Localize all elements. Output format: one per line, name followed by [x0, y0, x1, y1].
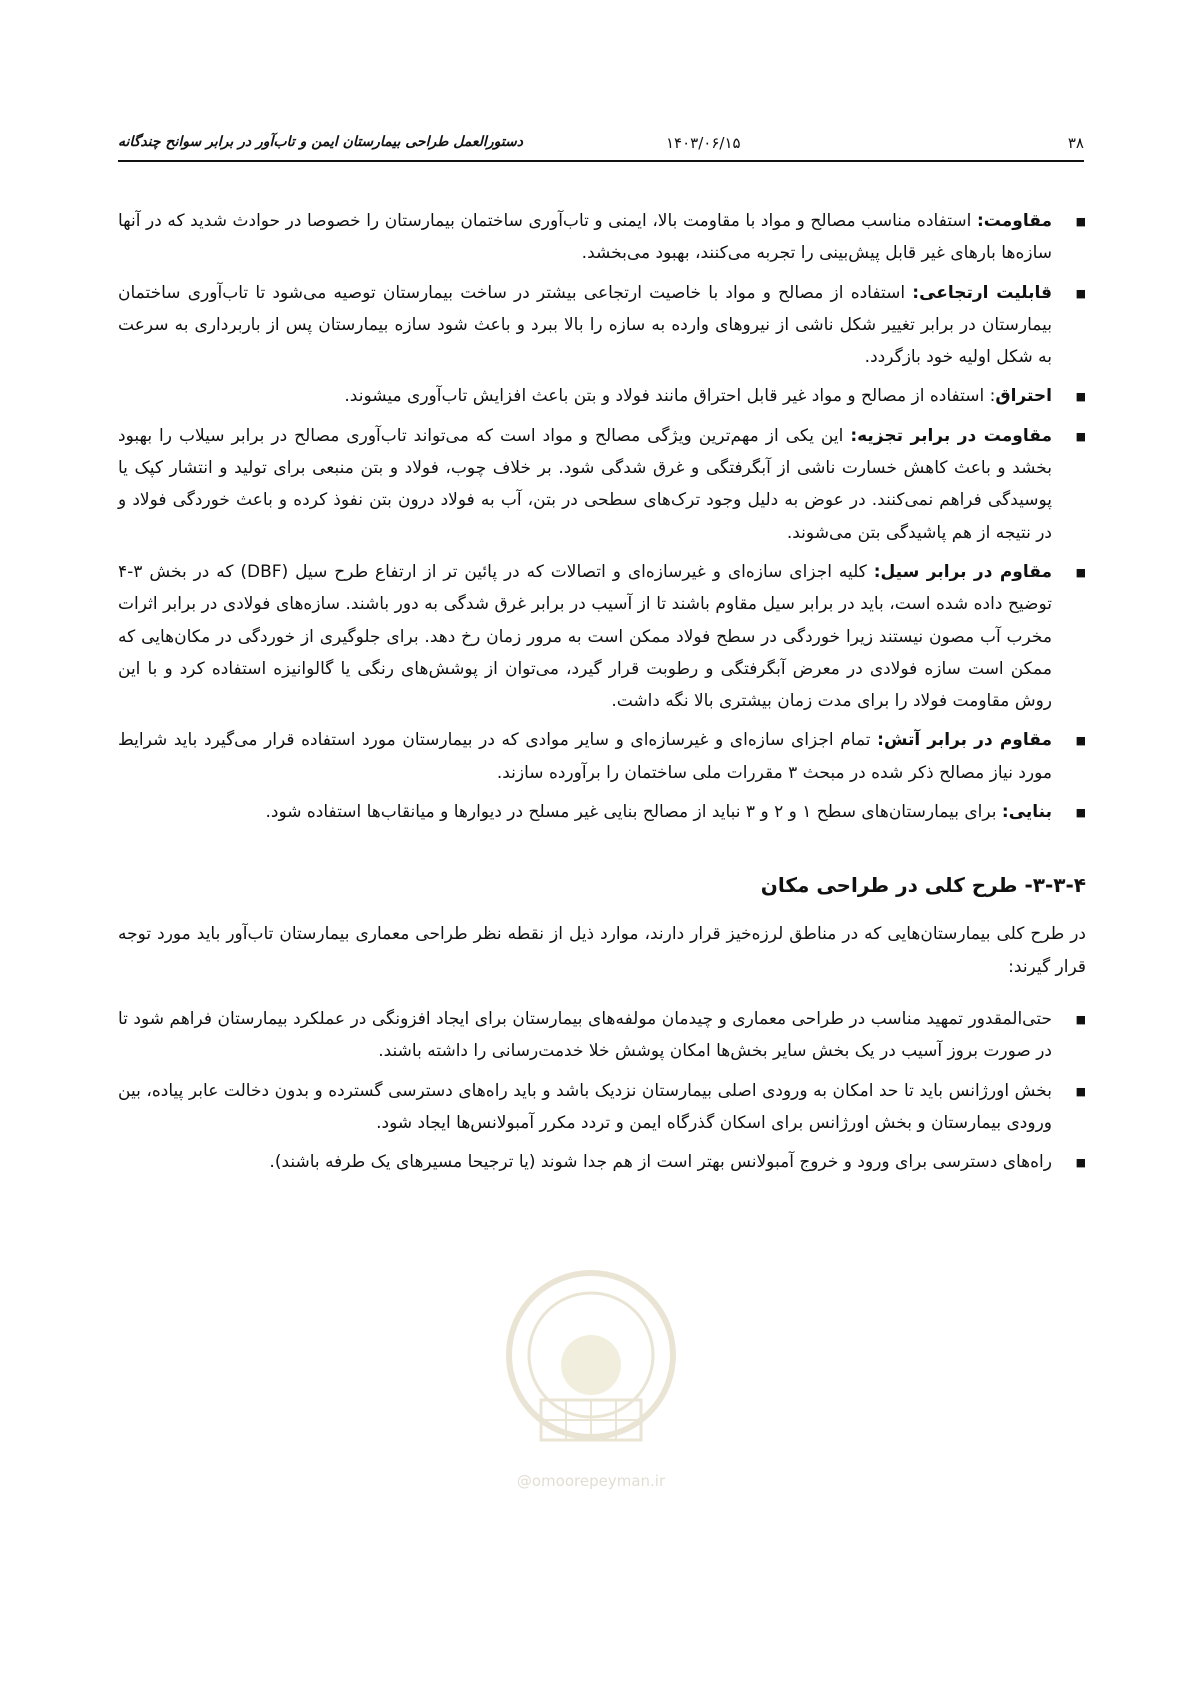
list-item-term: مقاومت در برابر تجزیه: — [850, 425, 1052, 446]
list-item-term: احتراق — [995, 386, 1052, 407]
bullet-icon: ■ — [1075, 390, 1086, 404]
header-date: ۱۴۰۳/۰۶/۱۵ — [666, 134, 741, 152]
list-item — [118, 1146, 1086, 1178]
list-item — [118, 1003, 1086, 1068]
list-item-term: قابلیت ارتجاعی: — [912, 282, 1052, 303]
list-item-text: بخش اورژانس باید تا حد امکان به ورودی اصلی بیمارستان نزدیک باشد و باید راه‌های دسترسی گسترده و بدون دخالت عابر پیاده، بین ورودی بیمارستان و بخش اورژانس برای اسکان گذرگاه ایمن و تردد مکرر آمبولانس‌ها ایجاد شود. — [118, 1080, 1052, 1133]
material-properties-list — [118, 205, 1086, 828]
list-item — [118, 380, 1086, 412]
page-number: ۳۸ — [1067, 134, 1084, 152]
watermark — [486, 1260, 696, 1490]
list-item-text: تمام اجزای سازه‌ای و غیرسازه‌ای و سایر موادی که در بیمارستان مورد استفاده قرار می‌گیرد باید شرایط مورد نیاز مصالح ذکر شده در مبحث ۳ مقررات ملی ساختمان را برآورده سازند. — [118, 730, 1052, 783]
list-item-text: حتی‌المقدور تمهید مناسب در طراحی معماری و چیدمان مولفه‌های بیمارستان برای ایجاد افزونگی در عملکرد بیمارستان فراهم شود تا در صورت بروز آسیب در یک بخش سایر بخش‌ها امکان پوشش خلا خدمت‌رسانی را داشته باشند. — [118, 1008, 1052, 1062]
document-body — [118, 205, 1086, 1185]
bullet-icon: ■ — [1075, 806, 1086, 820]
seal-logo-icon — [486, 1260, 696, 1465]
bullet-icon: ■ — [1075, 1084, 1086, 1098]
bullet-icon: ■ — [1075, 1156, 1086, 1170]
list-item — [118, 205, 1086, 270]
list-item-text: برای بیمارستان‌های سطح ۱ و ۲ و ۳ نباید از مصالح بنایی غیر مسلح در دیوارها و میانقاب‌ها استفاده شود. — [265, 802, 1002, 823]
bullet-icon: ■ — [1075, 1012, 1086, 1026]
header-title: دستورالعمل طراحی بیمارستان ایمن و تاب‌آور در برابر سوانح چندگانه — [118, 134, 524, 150]
bullet-icon: ■ — [1075, 734, 1086, 748]
section-heading: ۳-۳-۴- طرح کلی در طراحی مکان — [760, 873, 1086, 898]
list-item — [118, 556, 1086, 717]
list-item-term: بنایی: — [1001, 802, 1052, 823]
list-item-text: استفاده مناسب مصالح و مواد با مقاومت بالا، ایمنی و تاب‌آوری ساختمان بیمارستان را خصوصا در حوادث شدید که در آنها سازه‌ها بارهای غیر قابل پیش‌بینی را تجربه می‌کنند، بهبود می‌بخشد. — [118, 211, 1052, 264]
list-item — [118, 277, 1086, 374]
page-header — [118, 130, 1084, 162]
list-item-text: استفاده از مصالح و مواد با خاصیت ارتجاعی بیشتر در ساخت بیمارستان توصیه می‌شود تا تاب‌آوری ساختمان بیمارستان در برابر تغییر شکل ناشی از نیروهای وارده به سازه را بالا ببرد و باعث شود سازه بیمارستان پس از باربرداری به سرعت به شکل اولیه خود بازگردد. — [118, 282, 1052, 368]
list-item — [118, 796, 1086, 828]
list-item-text: کلیه اجزای سازه‌ای و غیرسازه‌ای و اتصالات که در پائین تر از ارتفاع طرح سیل (DBF) که در بخش ۳-۴ توضیح داده شده است، باید در برابر سیل مقاوم باشند تا از آسیب در برابر غرق شدگی به دور باشند. سازه‌های فولادی در برابر اثرات مخرب آب مصون نیستند زیرا خوردگی در سطح فولاد ممکن است به مرور زمان رخ دهد. برای جلوگیری از خوردگی در مکان‌هایی که ممکن است سازه فولادی در معرض آبگرفتگی و رطوبت قرار گیرد، می‌توان از پوشش‌های رنگی یا گالوانیزه استفاده کرد و با این روش مقاومت فولاد را برای مدت زمان بیشتری بالا نگه داشت. — [118, 561, 1052, 712]
list-item-term: مقاومت: — [976, 211, 1052, 231]
bullet-icon: ■ — [1075, 565, 1086, 579]
list-item — [118, 724, 1086, 789]
site-design-list — [118, 1003, 1086, 1178]
section-intro: در طرح کلی بیمارستان‌هایی که در مناطق لرزه‌خیز قرار دارند، موارد ذیل از نقطه نظر طراحی معماری بیمارستان تاب‌آور باید مورد توجه قرار گیرند: — [118, 924, 1086, 977]
list-item-term: مقاوم در برابر آتش: — [877, 730, 1052, 751]
list-item-term: مقاوم در برابر سیل: — [873, 561, 1053, 582]
list-item — [118, 1075, 1086, 1140]
list-item-text: راه‌های دسترسی برای ورود و خروج آمبولانس بهتر است از هم جدا شوند (یا ترجیحا مسیرهای یک طرفه باشند). — [269, 1152, 1052, 1173]
bullet-icon: ■ — [1075, 429, 1086, 443]
list-item-text: این یکی از مهم‌ترین ویژگی مصالح و مواد است که می‌تواند تاب‌آوری مصالح در برابر سیلاب را بهبود بخشد و باعث کاهش خسارت ناشی از آبگرفتگی و غرق شدگی شود. بر خلاف چوب، فولاد و بتن منبعی برای تولید و انتشار کپک یا پوسیدگی فراهم نمی‌کنند. در عوض به دلیل وجود ترک‌های سطحی در بتن، آب به فولاد درون بتن نفوذ کرده و باعث خوردگی فولاد و در نتیجه از هم پاشیدگی بتن می‌شوند. — [118, 425, 1052, 543]
watermark-url: @omoorepeyman.ir — [516, 1472, 666, 1490]
list-item-text: : استفاده از مصالح و مواد غیر قابل احتراق مانند فولاد و بتن باعث افزایش تاب‌آوری میشوند. — [344, 386, 996, 407]
list-item — [118, 420, 1086, 549]
bullet-icon: ■ — [1075, 286, 1086, 300]
bullet-icon: ■ — [1075, 215, 1086, 228]
